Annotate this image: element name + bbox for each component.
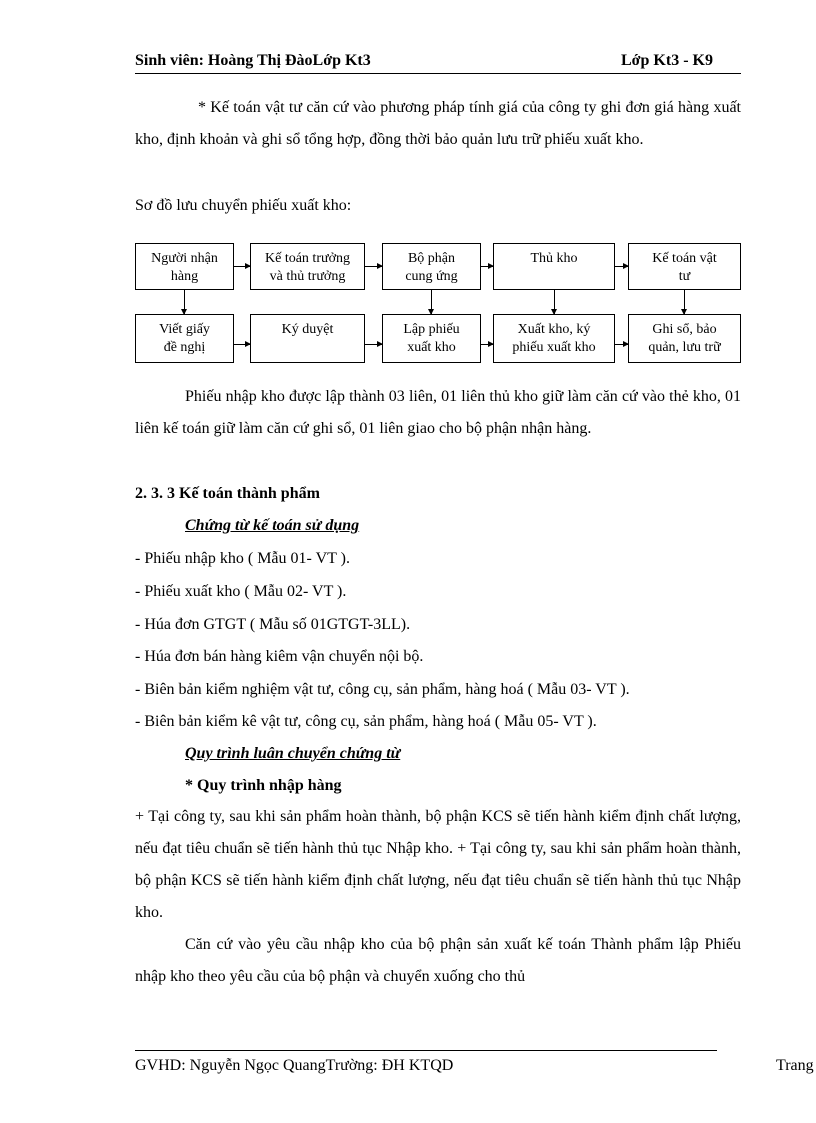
- paragraph-receipt-slip: Phiếu nhập kho được lập thành 03 liên, 01 liên thủ kho giữ làm căn cứ vào thẻ kho, 01 liên kế toán giữ làm căn cứ ghi sổ, 01 liên giao cho bộ phận nhận hàng.: [135, 388, 741, 437]
- flow-box-record-archive: [628, 314, 741, 363]
- list-item: - Phiếu nhập kho ( Mẫu 01- VT ).: [135, 550, 350, 567]
- list-item: - Húa đơn bán hàng kiêm vận chuyển nội bộ.: [135, 648, 424, 665]
- flow-box-material-accountant: [628, 243, 741, 290]
- flow-box-text: quản, lưu trữ: [648, 340, 721, 355]
- flow-box-text: cung ứng: [405, 269, 458, 284]
- flow-box-write-request: [135, 314, 234, 363]
- flow-box-text: Kế toán trưởng: [265, 251, 350, 266]
- flow-box-text: và thủ trưởng: [269, 269, 346, 284]
- paragraph-kcs-inspection: + Tại công ty, sau khi sản phẩm hoàn thành, bộ phận KCS sẽ tiến hành kiểm định chất lượng, nếu đạt tiêu chuẩn sẽ tiến hành thủ tục Nhập kho. + Tại công ty, sau khi sản phẩm hoàn thành, bộ phận KCS sẽ tiến hành kiểm định chất lượng, nếu đạt tiêu chuẩn sẽ tiến hành thủ tục Nhập kho.: [135, 808, 741, 921]
- flow-box-supply-dept: [382, 243, 481, 290]
- flow-arrow-right: [615, 344, 628, 345]
- flow-box-text: đề nghị: [163, 340, 206, 355]
- flow-box-text: Người nhận: [151, 251, 218, 266]
- flow-arrow-right: [365, 266, 382, 267]
- paragraph-receipt-request: Căn cứ vào yêu cầu nhập kho của bộ phận sản xuất kế toán Thành phẩm lập Phiếu nhập kho theo yêu cầu của bộ phận và chuyển xuống cho thủ: [135, 936, 741, 985]
- flow-box-text: Bộ phận: [407, 251, 456, 266]
- subheading-receiving-process: * Quy trình nhập hàng: [185, 777, 342, 794]
- footer-page-label: Trang: [776, 1057, 814, 1074]
- flow-arrow-down: [554, 290, 555, 314]
- list-item: - Biên bản kiểm kê vật tư, công cụ, sản phẩm, hàng hoá ( Mẫu 05- VT ).: [135, 713, 597, 730]
- flow-arrow-right: [234, 344, 250, 345]
- flow-arrow-right: [615, 266, 628, 267]
- subheading-documents: Chứng từ kế toán sử dụng: [185, 517, 360, 534]
- footer-supervisor: GVHD: Nguyễn Ngọc QuangTrường: ĐH KTQD: [135, 1057, 454, 1074]
- flow-box-text: Viết giấy: [159, 322, 210, 337]
- flow-box-text: Ký duyệt: [281, 322, 334, 337]
- diagram-title: Sơ đồ lưu chuyển phiếu xuất kho:: [135, 197, 352, 214]
- flow-arrow-right: [481, 344, 493, 345]
- flow-arrow-down: [684, 290, 685, 314]
- flow-box-receiver: [135, 243, 234, 290]
- flow-arrow-right: [481, 266, 493, 267]
- flow-box-text: Lập phiếu: [403, 322, 460, 337]
- section-heading: 2. 3. 3 Kế toán thành phẩm: [135, 485, 320, 502]
- flow-box-sign-approve: [250, 314, 365, 363]
- flow-box-text: Xuất kho, ký: [517, 322, 591, 337]
- paragraph-material-accounting: * Kế toán vật tư căn cứ vào phương pháp tính giá của công ty ghi đơn giá hàng xuất kho, định khoản và ghi sổ tổng hợp, đồng thời bảo quản lưu trữ phiếu xuất kho.: [135, 99, 741, 148]
- flow-box-text: phiếu xuất kho: [512, 340, 596, 355]
- flow-box-text: tư: [678, 269, 691, 284]
- list-item: - Biên bản kiểm nghiệm vật tư, công cụ, sản phẩm, hàng hoá ( Mẫu 03- VT ).: [135, 681, 630, 698]
- flow-arrow-right: [365, 344, 382, 345]
- subheading-document-flow: Quy trình luân chuyển chứng từ: [185, 745, 401, 762]
- flow-box-text: xuất kho: [407, 340, 456, 355]
- flow-box-text: hàng: [170, 269, 199, 284]
- flow-box-text: Ghi sổ, bảo: [652, 322, 717, 337]
- list-item: - Phiếu xuất kho ( Mẫu 02- VT ).: [135, 583, 347, 600]
- flow-arrow-right: [234, 266, 250, 267]
- list-item: - Húa đơn GTGT ( Mẫu số 01GTGT-3LL).: [135, 616, 411, 633]
- flow-box-create-slip: [382, 314, 481, 363]
- flow-box-chief-accountant: [250, 243, 365, 290]
- header-class: Lớp Kt3 - K9: [621, 52, 713, 69]
- flow-box-issue-goods: [493, 314, 615, 363]
- footer-divider: [135, 1050, 717, 1051]
- flow-arrow-down: [431, 290, 432, 314]
- flow-box-text: Thủ kho: [530, 251, 578, 266]
- header-student: Sinh viên: Hoàng Thị ĐàoLớp Kt3: [135, 52, 371, 69]
- flow-box-storekeeper: [493, 243, 615, 290]
- header-divider: [135, 73, 741, 74]
- flow-arrow-down: [184, 290, 185, 314]
- flow-box-text: Kế toán vật: [652, 251, 717, 266]
